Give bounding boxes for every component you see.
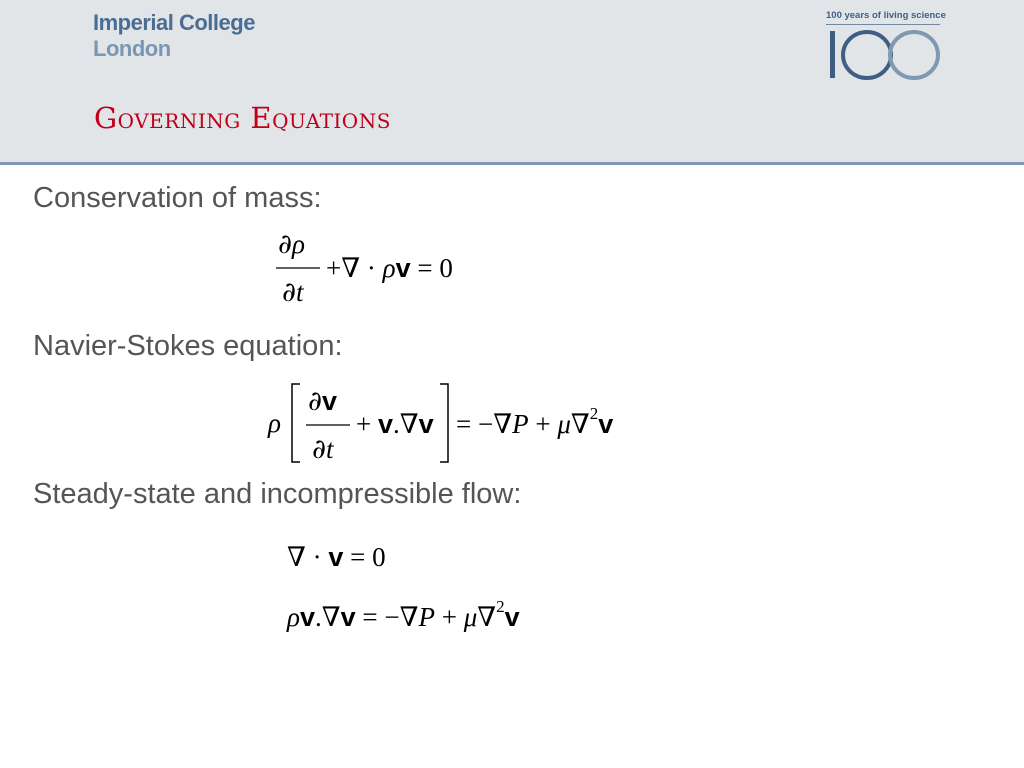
slide-title: Governing Equations xyxy=(94,101,391,135)
steady-momentum-equation xyxy=(283,594,583,642)
logo-line-1: Imperial College xyxy=(93,10,255,35)
centenary-digit-0-a xyxy=(843,32,891,78)
navier-stokes-equation xyxy=(264,378,664,470)
eq2-rhs: = −∇P + μ∇$^2$v xyxy=(456,404,614,440)
centenary-digit-1 xyxy=(830,31,835,78)
eq2-right-bracket xyxy=(440,384,448,462)
eq2-numerator: ∂v xyxy=(308,386,337,417)
centenary-digit-0-b xyxy=(890,32,938,78)
slide-header xyxy=(0,0,1024,165)
eq1-denominator: ∂t xyxy=(282,277,304,308)
eq2-convective-term: + v.∇v xyxy=(356,409,434,440)
eq2-rho: ρ xyxy=(268,408,281,438)
centenary-tagline: 100 years of living science xyxy=(826,10,946,21)
eq2-denominator: ∂t xyxy=(312,434,334,465)
continuity-equation xyxy=(283,534,423,578)
steady-state-label: Steady-state and incompressible flow: xyxy=(33,478,522,510)
eq4-text: ρv.∇v = −∇P + μ∇$^2$v xyxy=(287,597,520,633)
eq1-numerator: ∂ρ xyxy=(278,229,305,260)
centenary-logo xyxy=(826,10,944,82)
eq1-rhs: +∇ · ρv = 0 xyxy=(326,253,453,284)
eq3-text: ∇ · v = 0 xyxy=(287,542,386,573)
eq2-left-bracket xyxy=(292,384,300,462)
imperial-college-logo xyxy=(93,10,255,62)
mass-conservation-equation xyxy=(270,226,490,308)
navier-stokes-label: Navier-Stokes equation: xyxy=(33,330,343,362)
logo-line-2: London xyxy=(93,36,171,61)
conservation-of-mass-label: Conservation of mass: xyxy=(33,182,322,214)
centenary-100-mark xyxy=(826,28,944,82)
centenary-rule xyxy=(826,24,940,25)
